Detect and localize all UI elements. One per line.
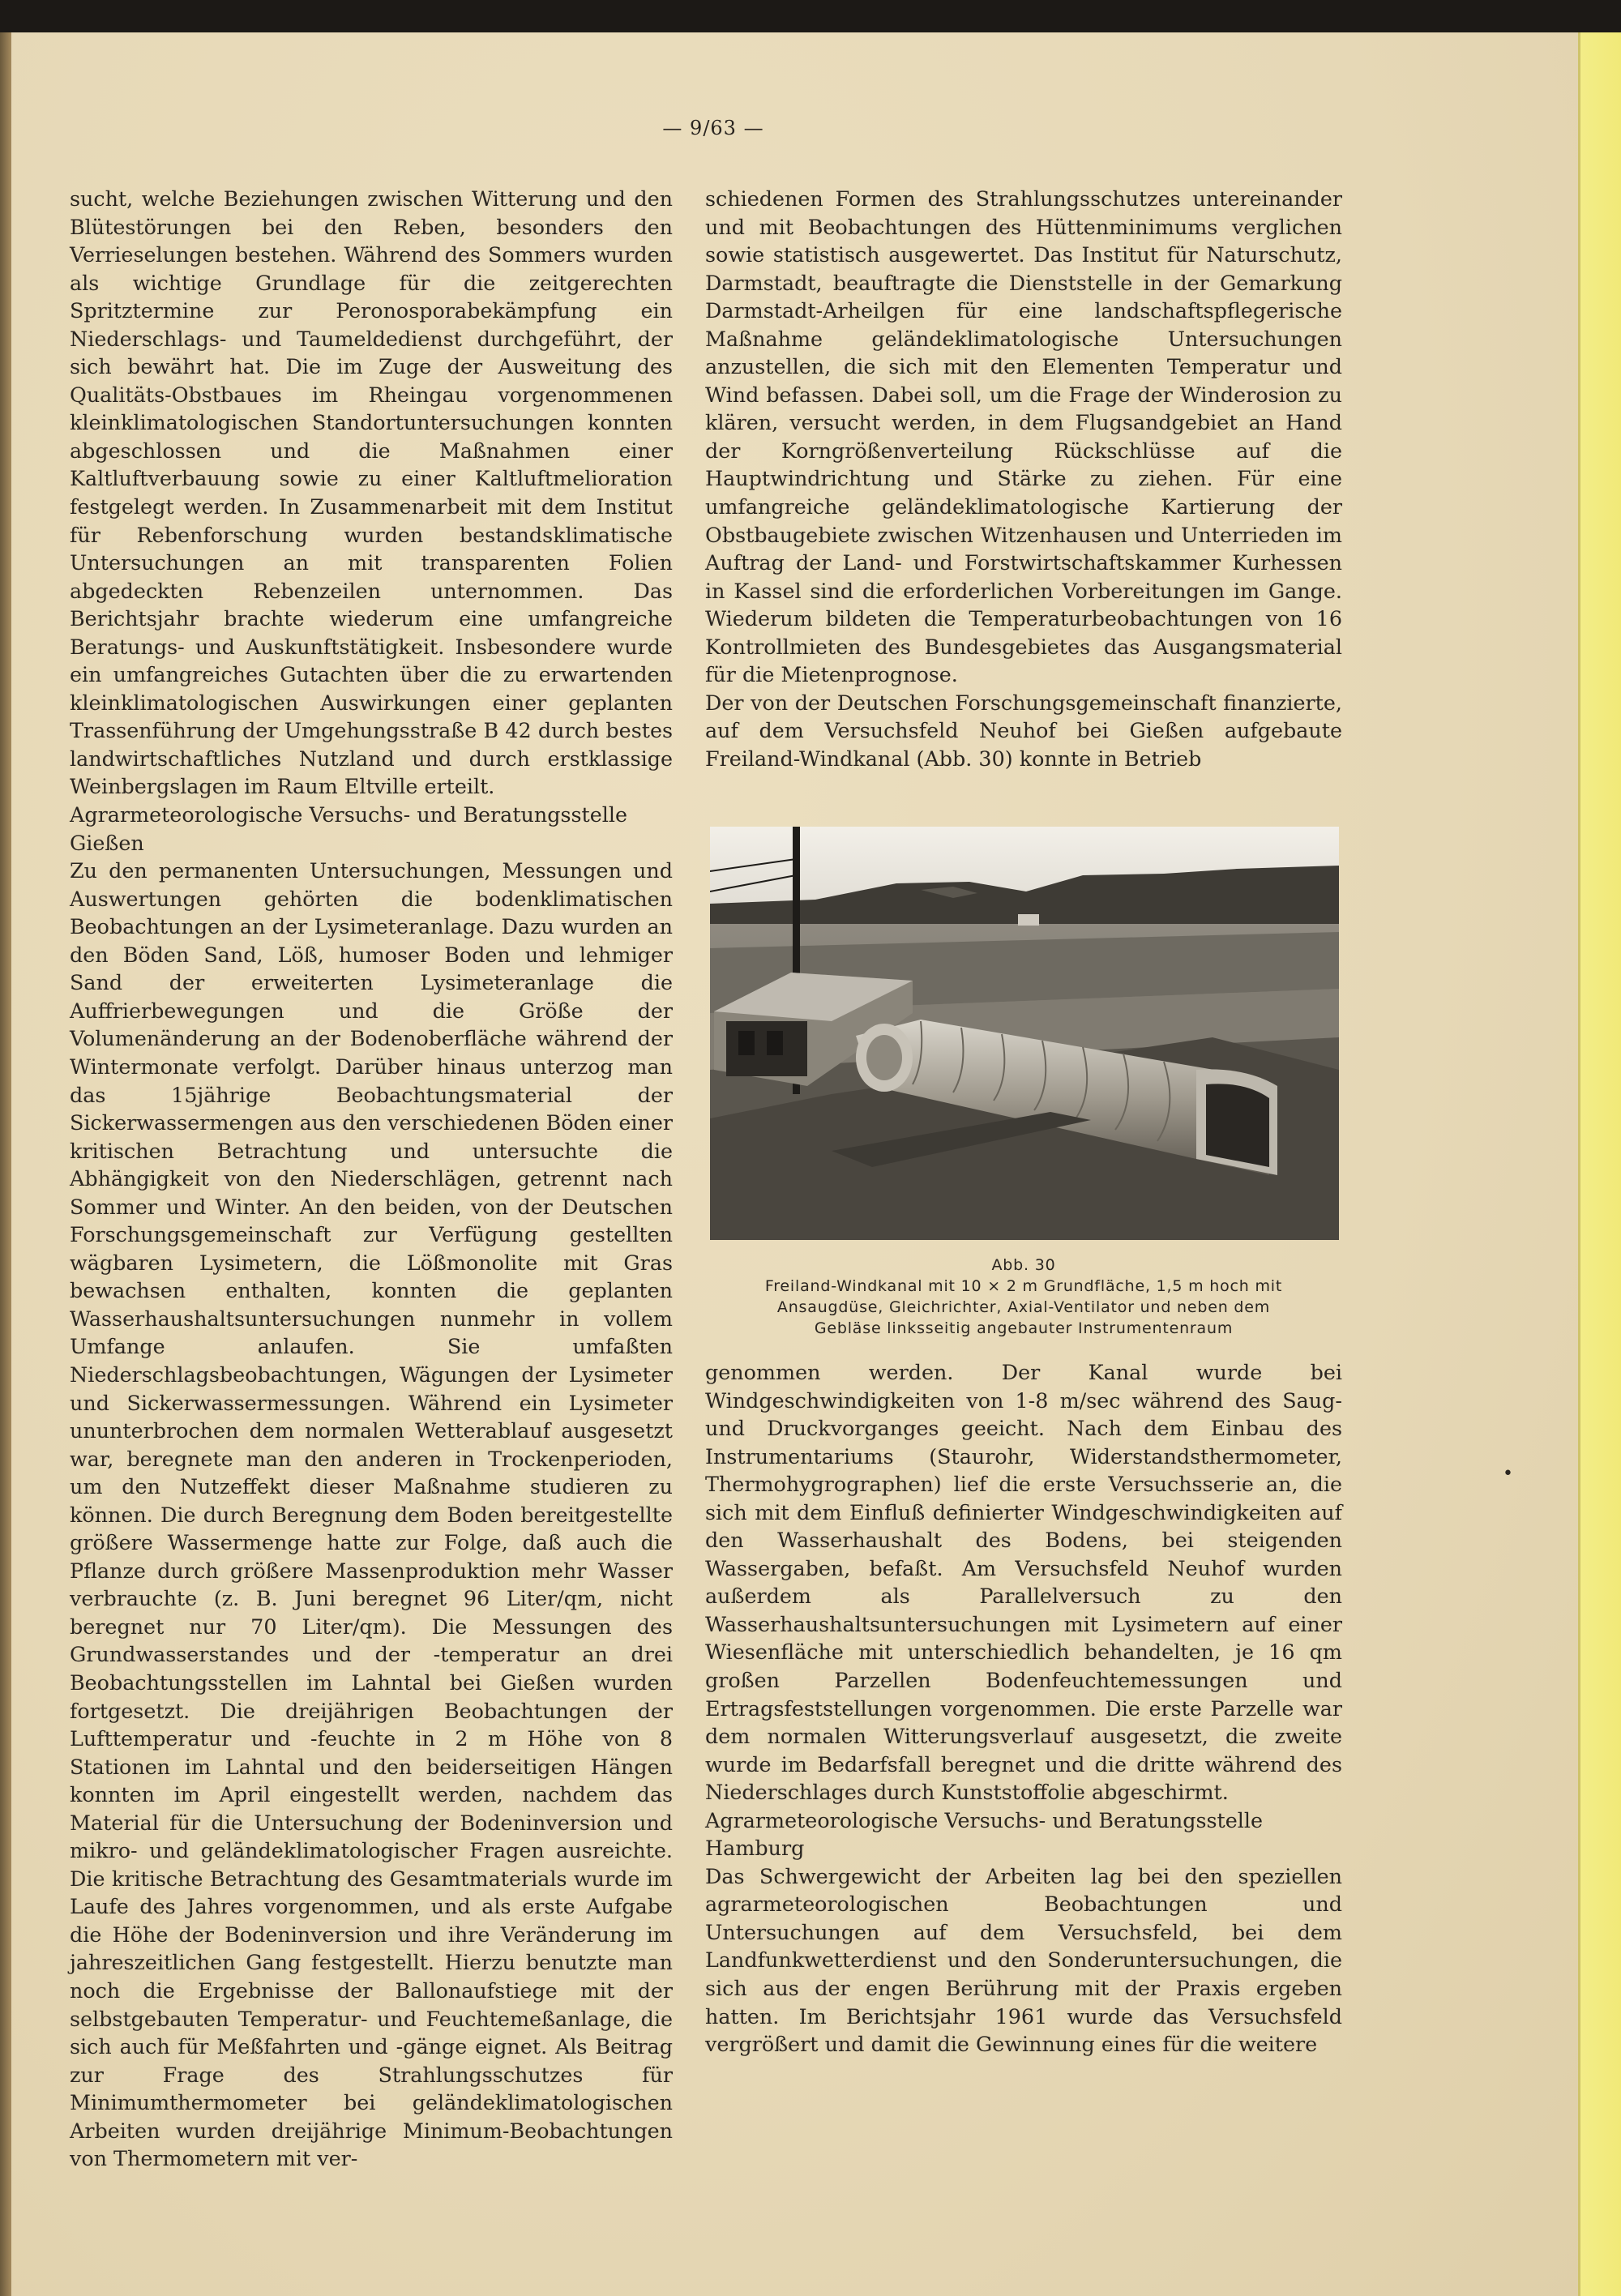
page-edge-yellow [1578,32,1621,2296]
paragraph: schiedenen Formen des Strahlungsschutzes untereinander und mit Beobachtungen des Hüttenminimums verglichen sowie statistisch ausgewertet. Das Institut für Naturschutz, Darmstadt, beauftragte die Dienststelle in der Gemarkung Darmstadt-Arheilgen für eine landschaftspflegerische Maßnahme geländeklimatologische Untersuchungen anzustellen, die sich mit den Elementen Temperatur und Wind befassen. Dabei soll, um die Frage der Winderosion zu klären, versucht werden, in dem Flugsandgebiet an Hand der Korngrößenverteilung Rückschlüsse auf die Hauptwindrichtung und Stärke zu ziehen. Für eine umfangreiche geländeklimatologische Kartierung der Obstbaugebiete zwischen Witzenhausen und Unterrieden im Auftrag der Land- und Forstwirtschaftskammer Kurhessen in Kassel sind die erforderlichen Vorbereitungen im Gange. Wiederum bildeten die Temperaturbeobachtungen von 16 Kontrollmieten des Bundesgebietes das Ausgangsmaterial für die Mietenprognose. [705,186,1342,687]
paragraph: sucht, welche Beziehungen zwischen Witterung und den Blütestörungen bei den Reben, besonders den Verrieselungen bestehen. Während des Sommers wurden als wichtige Grundlage für die zeitgerechten Spritztermine zur Peronosporabekämpfung ein Niederschlags- und Taumeldedienst durchgeführt, der sich bewährt hat. Die im Zuge der Ausweitung des Qualitäts-Obstbaues im Rheingau vorgenommenen kleinklimatologischen Standortuntersuchungen konnten abgeschlossen und die Maßnahmen einer Kaltluftverbauung sowie zu einer Kaltluftmelioration festgelegt werden. In Zusammenarbeit mit dem Institut für Rebenforschung wurden bestandsklimatische Untersuchungen an mit transparenten Folien abgedeckten Rebenzeilen unternommen. Das Berichtsjahr brachte wiederum eine umfangreiche Beratungs- und Auskunftstätigkeit. Insbesondere wurde ein umfangreiches Gutachten über die zu erwartenden kleinklimatologischen Auswirkungen einer geplanten Trassenführung der Umgehungsstraße B 42 durch bestes landwirtschaftliches Nutzland und durch erstklassige Weinbergslagen im Raum Eltville erteilt. [70,186,673,799]
right-column-top [705,185,1342,772]
margin-mark: • [1503,1464,1513,1484]
paragraph: Das Schwergewicht der Arbeiten lag bei den speziellen agrarmeteorologischen Beobachtungen und Untersuchungen auf dem Versuchsfeld, bei dem Landfunkwetterdienst und den Sonderuntersuchungen, die sich aus der engen Berührung mit der Praxis ergeben hatten. Im Berichtsjahr 1961 wurde das Versuchsfeld vergrößert und damit die Gewinnung eines für die weitere [705,1863,1342,2057]
right-column-bottom [705,1358,1342,2059]
caption-line: Ansaugdüse, Gleichrichter, Axial-Ventilator und neben dem [776,1298,1271,1316]
wind-tunnel-photo [710,827,1339,1240]
caption-line: Gebläse linksseitig angebauter Instrumentenraum [814,1319,1234,1337]
paragraph: genommen werden. Der Kanal wurde bei Windgeschwindigkeiten von 1-8 m/sec während des Saug- und Druckvorganges geeicht. Nach dem Einbau des Instrumentariums (Staurohr, Widerstandsthermometer, Thermohygrographen) lief die erste Versuchsserie an, die sich mit dem Einfluß definierter Windgeschwindigkeiten auf den Wasserhaushalt des Bodens, bei steigenden Wassergaben, befaßt. Am Versuchsfeld Neuhof wurden außerdem als Parallelversuch zu den Wasserhaushaltsuntersuchungen mit Lysimetern auf einer Wiesenfläche mit unterschiedlich behandelten, je 16 qm großen Parzellen Bodenfeuchtemessungen und Ertragsfeststellungen vorgenommen. Die erste Parzelle war dem normalen Witterungsverlauf ausgesetzt, die zweite wurde im Bedarfsfall beregnet und die dritte während des Niederschlages durch Kunststoffolie abgeschirmt. [705,1360,1342,1805]
figure-photo [710,827,1339,1240]
paragraph: Der von der Deutschen Forschungsgemeinschaft finanzierte, auf dem Versuchsfeld Neuhof bei Gießen aufgebaute Freiland-Windkanal (Abb. 30) konnte in Betrieb [705,690,1342,771]
section-heading: Agrarmeteorologische Versuchs- und Beratungsstelle Gießen [70,802,628,855]
scan-border [0,0,1621,32]
previous-page-edge [0,32,11,2296]
figure-caption [699,1255,1349,1339]
caption-title: Abb. 30 [991,1256,1056,1274]
caption-line: Freiland-Windkanal mit 10 × 2 m Grundfläche, 1,5 m hoch mit [764,1277,1283,1295]
page-number: — 9/63 — [662,117,764,139]
paragraph: Zu den permanenten Untersuchungen, Messungen und Auswertungen gehörten die bodenklimatischen Beobachtungen an der Lysimeteranlage. Dazu wurden an den Böden Sand, Löß, humoser Boden und lehmiger Sand der erweiterten Lysimeteranlage die Auffrierbewegungen und die Größe der Volumenänderung an der Bodenoberfläche während der Wintermonate verfolgt. Darüber hinaus unterzog man das 15jährige Beobachtungsmaterial der Sickerwassermengen aus den verschiedenen Böden einer kritischen Betrachtung und untersuchte die Abhängigkeit von den Niederschlägen, getrennt nach Sommer und Winter. An den beiden, von der Deutschen Forschungsgemeinschaft zur Verfügung gestellten wägbaren Lysimetern, die Lößmonolite mit Gras bewachsen enthalten, konnten die geplanten Wasserhaushaltsuntersuchungen nunmehr in vollem Umfange anlaufen. Sie umfaßten Niederschlagsbeobachtungen, Wägungen der Lysimeter und Sickerwassermessungen. Während ein Lysimeter ununterbrochen dem normalen Wetterablauf ausgesetzt war, beregnete man den anderen in Trockenperioden, um den Nutzeffekt dieser Maßnahme studieren zu können. Die durch Beregnung dem Boden bereitgestellte größere Wassermenge hatte zur Folge, daß auch die Pflanze durch größere Massenproduktion mehr Wasser verbrauchte (z. B. Juni beregnet 96 Liter/qm, nicht beregnet nur 70 Liter/qm). Die Messungen des Grundwasserstandes und der -temperatur an drei Beobachtungsstellen im Lahntal bei Gießen wurden fortgesetzt. Die dreijährigen Beobachtungen der Lufttemperatur und -feuchte in 2 m Höhe von 8 Stationen im Lahntal und den beiderseitigen Hängen konnten im April eingestellt werden, nachdem das Material für die Untersuchung der Bodeninversion und mikro- und geländeklimatologischer Fragen ausreichte. Die kritische Betrachtung des Gesamtmaterials wurde im Laufe des Jahres vorgenommen, und als erste Aufgabe die Höhe der Bodeninversion und ihre Veränderung im jahreszeitlichen Gang festgestellt. Hierzu benutzte man noch die Ergebnisse der Ballonaufstiege mit der selbstgebauten Temperatur- und Feuchtemeßanlage, die sich auch für Meßfahrten und -gänge eignet. Als Beitrag zur Frage des Strahlungsschutzes für Minimumthermometer bei geländeklimatologischen Arbeiten wurden dreijährige Minimum-Beobachtungen von Thermometern mit ver- [70,858,673,2171]
section-heading: Agrarmeteorologische Versuchs- und Beratungsstelle Hamburg [705,1807,1264,1861]
left-column [70,185,673,2173]
